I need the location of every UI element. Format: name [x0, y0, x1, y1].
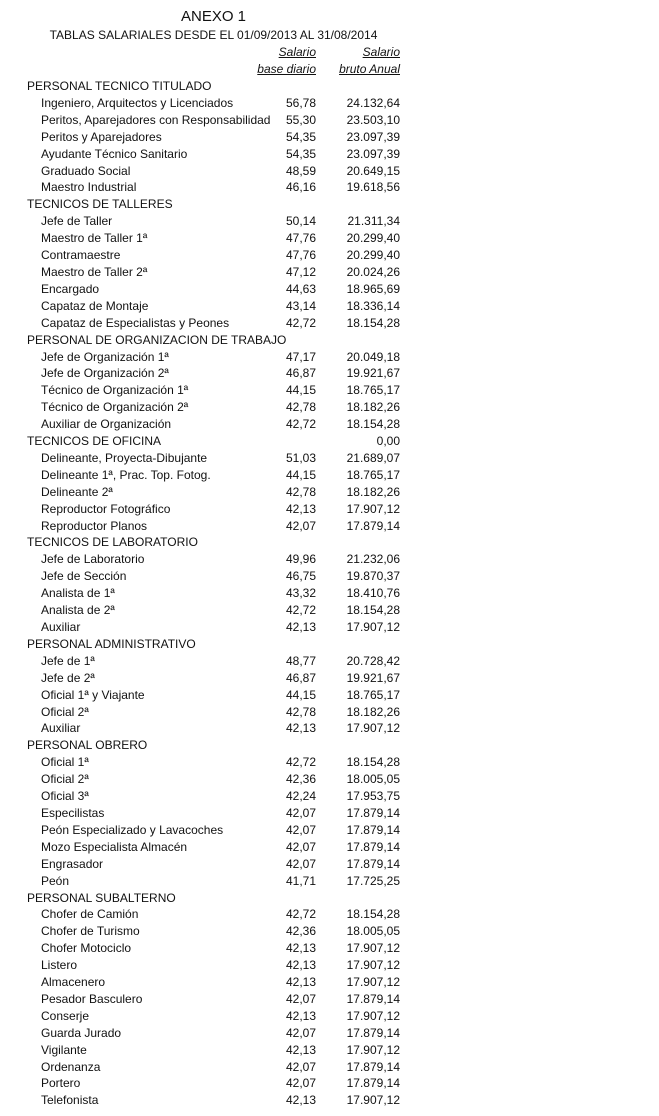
annual-salary: 17.879,14 — [346, 1059, 400, 1074]
job-title: Vigilante — [41, 1042, 87, 1057]
annual-salary: 20.299,40 — [346, 248, 400, 263]
table-row — [0, 95, 659, 112]
job-title: Graduado Social — [41, 163, 131, 178]
annual-salary: 17.907,12 — [346, 1042, 400, 1057]
job-title: Jefe de 2ª — [41, 670, 95, 685]
table-row — [0, 602, 659, 619]
table-row — [0, 1059, 659, 1076]
job-title: Oficial 3ª — [41, 789, 89, 804]
daily-salary: 50,14 — [285, 214, 316, 229]
table-row — [0, 179, 659, 196]
annual-salary: 18.182,26 — [346, 400, 400, 415]
annual-salary: 18.154,28 — [346, 907, 400, 922]
annual-salary: 0,00 — [376, 434, 400, 449]
annual-salary: 18.154,28 — [346, 417, 400, 432]
table-row — [0, 467, 659, 484]
table-row — [0, 974, 659, 991]
daily-salary: 55,30 — [285, 112, 316, 127]
annual-salary: 23.503,10 — [346, 112, 400, 127]
daily-salary: 42,07 — [285, 1059, 316, 1074]
daily-salary: 47,76 — [285, 248, 316, 263]
daily-salary: 51,03 — [285, 450, 316, 465]
annual-salary: 18.336,14 — [346, 298, 400, 313]
daily-salary: 42,07 — [285, 991, 316, 1006]
daily-salary: 44,15 — [285, 687, 316, 702]
annual-salary: 19.921,67 — [346, 670, 400, 685]
annual-salary: 17.879,14 — [346, 856, 400, 871]
annual-salary: 18.182,26 — [346, 704, 400, 719]
daily-salary: 42,36 — [285, 924, 316, 939]
table-row — [0, 991, 659, 1008]
job-title: Jefe de 1ª — [41, 653, 95, 668]
category-row — [0, 737, 659, 754]
table-row — [0, 551, 659, 568]
daily-salary: 42,13 — [285, 1042, 316, 1057]
category-label: TECNICOS DE TALLERES — [27, 197, 173, 212]
table-row — [0, 771, 659, 788]
job-title: Maestro de Taller 2ª — [41, 264, 148, 279]
job-title: Chofer de Camión — [41, 907, 139, 922]
annual-salary: 17.879,14 — [346, 1025, 400, 1040]
job-title: Almacenero — [41, 975, 106, 990]
table-row — [0, 315, 659, 332]
daily-salary: 44,15 — [285, 467, 316, 482]
daily-salary: 46,16 — [285, 180, 316, 195]
table-row — [0, 1008, 659, 1025]
table-row — [0, 940, 659, 957]
table-row — [0, 382, 659, 399]
annual-salary: 19.618,56 — [346, 180, 400, 195]
daily-salary: 42,36 — [285, 772, 316, 787]
table-row — [0, 1042, 659, 1059]
table-row — [0, 704, 659, 721]
daily-salary: 42,07 — [285, 856, 316, 871]
daily-salary: 42,24 — [285, 789, 316, 804]
annual-salary: 17.879,14 — [346, 822, 400, 837]
annual-salary: 18.182,26 — [346, 484, 400, 499]
daily-salary: 56,78 — [285, 95, 316, 110]
job-title: Jefe de Organización 2ª — [41, 366, 169, 381]
table-row — [0, 957, 659, 974]
category-row — [0, 534, 659, 551]
annual-salary: 17.879,14 — [346, 805, 400, 820]
daily-salary: 54,35 — [285, 146, 316, 161]
column-header-daily-line2: base diario — [257, 62, 316, 76]
job-title: Conserje — [41, 1008, 90, 1023]
daily-salary: 42,78 — [285, 484, 316, 499]
salary-table — [0, 78, 659, 1109]
job-title: Reproductor Planos — [41, 518, 148, 533]
table-row — [0, 788, 659, 805]
table-row — [0, 450, 659, 467]
job-title: Delineante, Proyecta-Dibujante — [41, 450, 208, 465]
job-title: Capataz de Especialistas y Peones — [41, 315, 230, 330]
table-row — [0, 1025, 659, 1042]
table-row — [0, 754, 659, 771]
table-row — [0, 619, 659, 636]
annual-salary: 23.097,39 — [346, 129, 400, 144]
annual-salary: 17.879,14 — [346, 1076, 400, 1091]
daily-salary: 44,15 — [285, 383, 316, 398]
table-row — [0, 281, 659, 298]
table-row — [0, 230, 659, 247]
table-row — [0, 670, 659, 687]
daily-salary: 48,77 — [285, 653, 316, 668]
annual-salary: 17.879,14 — [346, 839, 400, 854]
annual-salary: 18.154,28 — [346, 315, 400, 330]
annual-salary: 20.728,42 — [346, 653, 400, 668]
annual-salary: 20.049,18 — [346, 349, 400, 364]
job-title: Peritos, Aparejadores con Responsabilidad — [41, 112, 271, 127]
annual-salary: 18.154,28 — [346, 603, 400, 618]
document-title: ANEXO 1 — [180, 8, 247, 25]
annual-salary: 17.879,14 — [346, 518, 400, 533]
job-title: Peritos y Aparejadores — [41, 129, 162, 144]
daily-salary: 46,75 — [285, 569, 316, 584]
daily-salary: 43,14 — [285, 298, 316, 313]
table-row — [0, 365, 659, 382]
job-title: Delineante 1ª, Prac. Top. Fotog. — [41, 467, 211, 482]
job-title: Encargado — [41, 281, 100, 296]
daily-salary: 42,78 — [285, 704, 316, 719]
table-row — [0, 484, 659, 501]
category-label: PERSONAL TECNICO TITULADO — [27, 79, 212, 93]
job-title: Jefe de Taller — [41, 214, 113, 229]
table-row — [0, 805, 659, 822]
daily-salary: 47,17 — [285, 349, 316, 364]
daily-salary: 42,72 — [285, 603, 316, 618]
daily-salary: 42,07 — [285, 805, 316, 820]
table-row — [0, 568, 659, 585]
job-title: Delineante 2ª — [41, 484, 113, 499]
job-title: Técnico de Organización 2ª — [41, 400, 189, 415]
table-row — [0, 163, 659, 180]
annual-salary: 21.689,07 — [346, 450, 400, 465]
category-label: PERSONAL ADMINISTRATIVO — [27, 636, 196, 651]
job-title: Peón Especializado y Lavacoches — [41, 822, 224, 837]
table-row — [0, 146, 659, 163]
job-title: Oficial 2ª — [41, 704, 89, 719]
document-subtitle: TABLAS SALARIALES DESDE EL 01/09/2013 AL 31/08/2014 — [49, 28, 378, 42]
annual-salary: 18.410,76 — [346, 586, 400, 601]
job-title: Portero — [41, 1076, 81, 1091]
category-row — [0, 196, 659, 213]
table-row — [0, 247, 659, 264]
job-title: Capataz de Montaje — [41, 298, 149, 313]
daily-salary: 42,13 — [285, 1008, 316, 1023]
annual-salary: 18.765,17 — [346, 687, 400, 702]
daily-salary: 42,72 — [285, 755, 316, 770]
annual-salary: 17.879,14 — [346, 991, 400, 1006]
table-row — [0, 585, 659, 602]
table-row — [0, 501, 659, 518]
job-title: Analista de 2ª — [41, 603, 115, 618]
table-row — [0, 264, 659, 281]
annual-salary: 17.907,12 — [346, 1093, 400, 1108]
table-row — [0, 349, 659, 366]
job-title: Especilistas — [41, 805, 105, 820]
daily-salary: 42,07 — [285, 1025, 316, 1040]
daily-salary: 42,72 — [285, 315, 316, 330]
annual-salary: 17.907,12 — [346, 941, 400, 956]
annual-salary: 18.005,05 — [346, 772, 400, 787]
daily-salary: 42,07 — [285, 1076, 316, 1091]
column-header-annual-line2: bruto Anual — [339, 62, 400, 76]
job-title: Maestro de Taller 1ª — [41, 231, 148, 246]
category-row — [0, 890, 659, 907]
daily-salary: 54,35 — [285, 129, 316, 144]
table-row — [0, 518, 659, 535]
table-row — [0, 112, 659, 129]
daily-salary: 46,87 — [285, 670, 316, 685]
annual-salary: 17.907,12 — [346, 501, 400, 516]
daily-salary: 42,13 — [285, 721, 316, 736]
job-title: Oficial 1ª y Viajante — [41, 687, 145, 702]
table-row — [0, 1075, 659, 1092]
job-title: Jefe de Laboratorio — [41, 552, 145, 567]
table-row — [0, 906, 659, 923]
daily-salary: 41,71 — [285, 873, 316, 888]
job-title: Reproductor Fotográfico — [41, 501, 171, 516]
daily-salary: 42,72 — [285, 907, 316, 922]
daily-salary: 42,07 — [285, 839, 316, 854]
daily-salary: 42,07 — [285, 518, 316, 533]
daily-salary: 48,59 — [285, 163, 316, 178]
job-title: Jefe de Sección — [41, 569, 127, 584]
annual-salary: 20.024,26 — [346, 264, 400, 279]
job-title: Mozo Especialista Almacén — [41, 839, 188, 854]
job-title: Chofer Motociclo — [41, 941, 132, 956]
table-row — [0, 399, 659, 416]
column-header-annual-line1: Salario — [362, 45, 400, 59]
job-title: Auxiliar — [41, 620, 81, 634]
table-row — [0, 129, 659, 146]
daily-salary: 46,87 — [285, 366, 316, 381]
table-row — [0, 839, 659, 856]
table-row — [0, 856, 659, 873]
daily-salary: 47,12 — [285, 264, 316, 279]
annual-salary: 17.953,75 — [346, 789, 400, 804]
daily-salary: 44,63 — [285, 281, 316, 296]
table-row — [0, 873, 659, 890]
job-title: Auxiliar — [41, 721, 81, 736]
annual-salary: 24.132,64 — [346, 95, 400, 110]
category-label: PERSONAL OBRERO — [27, 738, 148, 753]
job-title: Ayudante Técnico Sanitario — [41, 146, 188, 161]
annual-salary: 23.097,39 — [346, 146, 400, 161]
annual-salary: 21.232,06 — [346, 552, 400, 567]
job-title: Listero — [41, 958, 78, 973]
daily-salary: 42,13 — [285, 958, 316, 973]
job-title: Chofer de Turismo — [41, 924, 140, 939]
annual-salary: 17.907,12 — [346, 620, 400, 634]
job-title: Contramaestre — [41, 248, 121, 263]
annual-salary: 18.005,05 — [346, 924, 400, 939]
job-title: Engrasador — [41, 856, 104, 871]
daily-salary: 42,78 — [285, 400, 316, 415]
job-title: Maestro Industrial — [41, 180, 137, 195]
annual-salary: 20.299,40 — [346, 231, 400, 246]
daily-salary: 43,32 — [285, 586, 316, 601]
table-row — [0, 822, 659, 839]
daily-salary: 49,96 — [285, 552, 316, 567]
job-title: Pesador Basculero — [41, 991, 143, 1006]
annual-salary: 18.154,28 — [346, 755, 400, 770]
table-row — [0, 298, 659, 315]
annual-salary: 18.965,69 — [346, 281, 400, 296]
daily-salary: 42,72 — [285, 417, 316, 432]
annual-salary: 17.907,12 — [346, 1008, 400, 1023]
category-row — [0, 332, 659, 349]
annual-salary: 17.725,25 — [346, 873, 400, 888]
annual-salary: 18.765,17 — [346, 467, 400, 482]
category-label: TECNICOS DE OFICINA — [27, 434, 162, 449]
daily-salary: 42,13 — [285, 1093, 316, 1108]
category-row — [0, 636, 659, 653]
category-row — [0, 78, 659, 95]
job-title: Jefe de Organización 1ª — [41, 349, 169, 364]
daily-salary: 42,13 — [285, 620, 316, 634]
job-title: Técnico de Organización 1ª — [41, 383, 189, 398]
job-title: Ingeniero, Arquitectos y Licenciados — [41, 95, 234, 110]
category-label: PERSONAL DE ORGANIZACION DE TRABAJO — [27, 332, 287, 347]
annual-salary: 18.765,17 — [346, 383, 400, 398]
category-label: PERSONAL SUBALTERNO — [27, 890, 176, 905]
job-title: Oficial 1ª — [41, 755, 89, 770]
daily-salary: 42,07 — [285, 822, 316, 837]
annual-salary: 19.870,37 — [346, 569, 400, 584]
category-row — [0, 433, 659, 450]
annual-salary: 17.907,12 — [346, 958, 400, 973]
job-title: Auxiliar de Organización — [41, 417, 172, 432]
annual-salary: 17.907,12 — [346, 721, 400, 736]
category-label: TECNICOS DE LABORATORIO — [27, 535, 198, 550]
column-header-daily-line1: Salario — [278, 45, 316, 59]
annual-salary: 20.649,15 — [346, 163, 400, 178]
job-title: Telefonista — [41, 1093, 99, 1108]
annual-salary: 17.907,12 — [346, 975, 400, 990]
table-row — [0, 687, 659, 704]
job-title: Peón — [41, 873, 70, 888]
daily-salary: 47,76 — [285, 231, 316, 246]
table-row — [0, 720, 659, 737]
job-title: Analista de 1ª — [41, 586, 115, 601]
table-row — [0, 1092, 659, 1109]
daily-salary: 42,13 — [285, 941, 316, 956]
table-row — [0, 653, 659, 670]
job-title: Guarda Jurado — [41, 1025, 122, 1040]
daily-salary: 42,13 — [285, 975, 316, 990]
annual-salary: 19.921,67 — [346, 366, 400, 381]
table-row — [0, 416, 659, 433]
daily-salary: 42,13 — [285, 501, 316, 516]
table-row — [0, 213, 659, 230]
job-title: Ordenanza — [41, 1059, 101, 1074]
job-title: Oficial 2ª — [41, 772, 89, 787]
annual-salary: 21.311,34 — [347, 214, 400, 229]
table-row — [0, 923, 659, 940]
